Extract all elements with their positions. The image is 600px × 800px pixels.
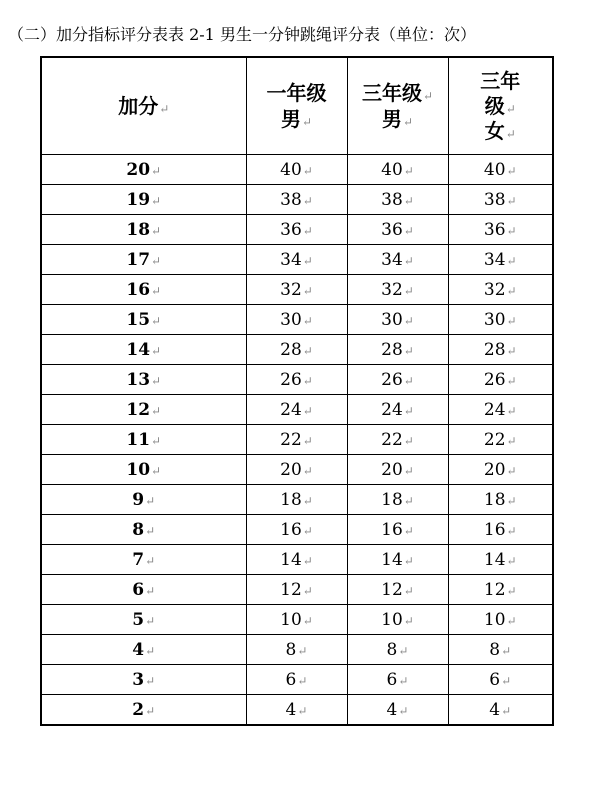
bonus-points-cell: [41, 515, 246, 545]
table-row: [41, 245, 553, 275]
return-mark: ↵: [151, 373, 162, 388]
table-row: [41, 185, 553, 215]
grade1-male-cell: [246, 335, 347, 365]
return-mark: ↵: [151, 223, 162, 238]
return-mark: ↵: [145, 613, 156, 628]
return-mark: ↵: [506, 193, 517, 208]
table-row: [41, 575, 553, 605]
cell-value: 4: [489, 699, 501, 720]
return-mark: ↵: [403, 343, 414, 358]
return-mark: ↵: [145, 673, 156, 688]
table-row: [41, 425, 553, 455]
grade3-female-cell: [448, 485, 553, 515]
return-mark: ↵: [302, 523, 313, 538]
cell-value: 12: [126, 399, 151, 420]
return-mark: ↵: [403, 313, 414, 328]
header-label: 加分: [118, 94, 159, 118]
bonus-points-cell: [41, 545, 246, 575]
cell-value: 6: [132, 579, 145, 600]
return-mark: ↵: [403, 283, 414, 298]
cell-value: 40: [483, 159, 506, 180]
grade1-male-cell: [246, 215, 347, 245]
header-grade1-male: [246, 57, 347, 155]
grade1-male-cell: [246, 275, 347, 305]
cell-value: 12: [280, 579, 302, 600]
grade3-female-cell: [448, 665, 553, 695]
return-mark: ↵: [145, 643, 156, 658]
return-mark: ↵: [403, 223, 414, 238]
cell-value: 24: [381, 399, 403, 420]
grade3-female-cell: [448, 245, 553, 275]
return-mark: ↵: [506, 313, 517, 328]
cell-value: 30: [381, 309, 403, 330]
cell-value: 38: [483, 189, 506, 210]
table-row: [41, 605, 553, 635]
cell-value: 10: [126, 459, 151, 480]
return-mark: ↵: [403, 403, 414, 418]
grade3-male-cell: [347, 215, 448, 245]
table-caption: （二）加分指标评分表表 2-1 男生一分钟跳绳评分表（单位：次）: [8, 25, 476, 44]
cell-value: 22: [381, 429, 403, 450]
return-mark: ↵: [302, 583, 313, 598]
return-mark: ↵: [403, 493, 414, 508]
cell-value: 11: [126, 429, 151, 450]
grade3-male-cell: [347, 575, 448, 605]
cell-value: 20: [483, 459, 506, 480]
bonus-points-cell: [41, 695, 246, 726]
cell-value: 14: [381, 549, 403, 570]
return-mark: ↵: [151, 163, 162, 178]
return-mark: ↵: [506, 493, 517, 508]
cell-value: 30: [483, 309, 506, 330]
grade3-male-cell: [347, 455, 448, 485]
return-mark: ↵: [505, 126, 516, 141]
cell-value: 10: [483, 609, 506, 630]
grade3-female-cell: [448, 515, 553, 545]
cell-value: 8: [489, 639, 501, 660]
header-label: [480, 69, 520, 143]
return-mark: ↵: [403, 463, 414, 478]
cell-value: 26: [381, 369, 403, 390]
return-mark: ↵: [297, 703, 308, 718]
grade3-male-cell: [347, 395, 448, 425]
table-row: [41, 455, 553, 485]
grade3-male-cell: [347, 155, 448, 185]
cell-value: 20: [381, 459, 403, 480]
return-mark: ↵: [302, 253, 313, 268]
return-mark: ↵: [151, 313, 162, 328]
bonus-points-cell: [41, 395, 246, 425]
return-mark: ↵: [145, 553, 156, 568]
grade3-male-cell: [347, 335, 448, 365]
cell-value: 14: [483, 549, 506, 570]
cell-value: 34: [381, 249, 403, 270]
grade3-male-cell: [347, 545, 448, 575]
return-mark: ↵: [403, 553, 414, 568]
grade3-female-cell: [448, 185, 553, 215]
cell-value: 14: [280, 549, 302, 570]
cell-value: 40: [381, 159, 403, 180]
grade3-female-cell: [448, 545, 553, 575]
header-label: [267, 81, 327, 131]
cell-value: 18: [126, 219, 151, 240]
cell-value: 17: [126, 249, 151, 270]
return-mark: ↵: [302, 223, 313, 238]
return-mark: ↵: [301, 115, 313, 129]
cell-value: 10: [280, 609, 302, 630]
return-mark: ↵: [302, 163, 313, 178]
grade3-female-cell: [448, 425, 553, 455]
cell-value: 7: [132, 549, 145, 570]
table-row: [41, 515, 553, 545]
return-mark: ↵: [302, 313, 313, 328]
grade3-male-cell: [347, 275, 448, 305]
grade3-male-cell: [347, 665, 448, 695]
return-mark: ↵: [398, 643, 409, 658]
grade3-male-cell: [347, 515, 448, 545]
cell-value: 28: [483, 339, 506, 360]
grade1-male-cell: [246, 485, 347, 515]
return-mark: ↵: [145, 523, 156, 538]
return-mark: ↵: [506, 223, 517, 238]
return-mark: ↵: [302, 373, 313, 388]
grade3-female-cell: [448, 575, 553, 605]
cell-value: 22: [483, 429, 506, 450]
grade3-male-cell: [347, 365, 448, 395]
return-mark: ↵: [151, 433, 162, 448]
header-line: 三年级: [361, 81, 422, 105]
grade1-male-cell: [246, 455, 347, 485]
return-mark: ↵: [403, 523, 414, 538]
cell-value: 24: [483, 399, 506, 420]
return-mark: ↵: [403, 613, 414, 628]
cell-value: 16: [381, 519, 403, 540]
cell-value: 32: [381, 279, 403, 300]
cell-value: 6: [386, 669, 398, 690]
return-mark: ↵: [506, 583, 517, 598]
grade1-male-cell: [246, 575, 347, 605]
grade1-male-cell: [246, 425, 347, 455]
bonus-points-cell: [41, 155, 246, 185]
return-mark: ↵: [506, 343, 517, 358]
cell-value: 6: [489, 669, 501, 690]
cell-value: 36: [483, 219, 506, 240]
cell-value: 30: [280, 309, 302, 330]
cell-value: 19: [126, 189, 151, 210]
return-mark: ↵: [506, 463, 517, 478]
return-mark: ↵: [145, 493, 156, 508]
grade3-male-cell: [347, 605, 448, 635]
cell-value: 16: [483, 519, 506, 540]
bonus-points-cell: [41, 245, 246, 275]
cell-value: 38: [381, 189, 403, 210]
table-row: [41, 395, 553, 425]
grade1-male-cell: [246, 185, 347, 215]
return-mark: ↵: [403, 373, 414, 388]
bonus-points-cell: [41, 575, 246, 605]
bonus-points-cell: [41, 665, 246, 695]
grade1-male-cell: [246, 365, 347, 395]
grade3-male-cell: [347, 485, 448, 515]
cell-value: 32: [483, 279, 506, 300]
grade1-male-cell: [246, 515, 347, 545]
grade3-male-cell: [347, 695, 448, 726]
return-mark: ↵: [302, 463, 313, 478]
return-mark: ↵: [302, 283, 313, 298]
bonus-points-cell: [41, 305, 246, 335]
cell-value: 18: [381, 489, 403, 510]
cell-value: 16: [126, 279, 151, 300]
cell-value: 36: [381, 219, 403, 240]
bonus-points-cell: [41, 455, 246, 485]
bonus-points-cell: [41, 275, 246, 305]
grade1-male-cell: [246, 245, 347, 275]
table-row: [41, 275, 553, 305]
grade3-male-cell: [347, 185, 448, 215]
cell-value: 15: [126, 309, 151, 330]
return-mark: ↵: [506, 373, 517, 388]
header-line: 女: [484, 118, 505, 143]
grade3-female-cell: [448, 605, 553, 635]
return-mark: ↵: [403, 583, 414, 598]
table-row: [41, 485, 553, 515]
grade3-male-cell: [347, 305, 448, 335]
table-row: [41, 365, 553, 395]
cell-value: 3: [132, 669, 145, 690]
cell-value: 16: [280, 519, 302, 540]
cell-value: 28: [381, 339, 403, 360]
cell-value: 9: [132, 489, 145, 510]
header-line: 级: [484, 93, 505, 118]
return-mark: ↵: [302, 193, 313, 208]
bonus-points-cell: [41, 365, 246, 395]
return-mark: ↵: [403, 163, 414, 178]
table-row: [41, 665, 553, 695]
grade3-male-cell: [347, 425, 448, 455]
cell-value: 8: [132, 519, 145, 540]
cell-value: 12: [381, 579, 403, 600]
bonus-points-cell: [41, 635, 246, 665]
return-mark: ↵: [151, 253, 162, 268]
header-label: [362, 81, 433, 131]
return-mark: ↵: [403, 433, 414, 448]
bonus-points-cell: [41, 185, 246, 215]
cell-value: 20: [280, 459, 302, 480]
jump-rope-score-table: [40, 56, 554, 726]
return-mark: ↵: [297, 673, 308, 688]
cell-value: 26: [483, 369, 506, 390]
return-mark: ↵: [302, 433, 313, 448]
return-mark: ↵: [506, 523, 517, 538]
grade3-female-cell: [448, 335, 553, 365]
return-mark: ↵: [297, 643, 308, 658]
grade1-male-cell: [246, 155, 347, 185]
return-mark: ↵: [302, 553, 313, 568]
return-mark: ↵: [501, 643, 512, 658]
return-mark: ↵: [506, 253, 517, 268]
grade3-female-cell: [448, 155, 553, 185]
cell-value: 5: [132, 609, 145, 630]
cell-value: 4: [386, 699, 398, 720]
return-mark: ↵: [506, 433, 517, 448]
cell-value: 13: [126, 369, 151, 390]
return-mark: ↵: [398, 703, 409, 718]
bonus-points-cell: [41, 605, 246, 635]
return-mark: ↵: [145, 583, 156, 598]
header-line: 一年级: [266, 81, 327, 105]
cell-value: 2: [132, 699, 145, 720]
return-mark: ↵: [302, 613, 313, 628]
table-row: [41, 635, 553, 665]
grade3-male-cell: [347, 635, 448, 665]
cell-value: 12: [483, 579, 506, 600]
cell-value: 8: [285, 639, 297, 660]
grade3-female-cell: [448, 365, 553, 395]
cell-value: 10: [381, 609, 403, 630]
grade3-female-cell: [448, 305, 553, 335]
return-mark: ↵: [501, 703, 512, 718]
return-mark: ↵: [302, 403, 313, 418]
grade1-male-cell: [246, 545, 347, 575]
table-row: [41, 335, 553, 365]
return-mark: ↵: [501, 673, 512, 688]
grade1-male-cell: [246, 665, 347, 695]
cell-value: 18: [483, 489, 506, 510]
return-mark: ↵: [151, 283, 162, 298]
cell-value: 4: [132, 639, 145, 660]
cell-value: 40: [280, 159, 302, 180]
grade1-male-cell: [246, 635, 347, 665]
grade1-male-cell: [246, 395, 347, 425]
grade3-female-cell: [448, 215, 553, 245]
return-mark: ↵: [302, 343, 313, 358]
return-mark: ↵: [302, 493, 313, 508]
return-mark: ↵: [506, 283, 517, 298]
return-mark: ↵: [402, 115, 414, 129]
grade1-male-cell: [246, 695, 347, 726]
header-bonus-points: [41, 57, 246, 155]
return-mark: ↵: [151, 463, 162, 478]
grade1-male-cell: [246, 305, 347, 335]
bonus-points-cell: [41, 215, 246, 245]
return-mark: ↵: [398, 673, 409, 688]
table-row: [41, 155, 553, 185]
return-mark: ↵: [506, 403, 517, 418]
cell-value: 18: [280, 489, 302, 510]
header-row: [41, 57, 553, 155]
cell-value: 28: [280, 339, 302, 360]
return-mark: ↵: [159, 102, 170, 116]
cell-value: 4: [285, 699, 297, 720]
bonus-points-cell: [41, 485, 246, 515]
return-mark: ↵: [151, 403, 162, 418]
return-mark: ↵: [506, 163, 517, 178]
bonus-points-cell: [41, 335, 246, 365]
bonus-points-cell: [41, 425, 246, 455]
header-line: 三年: [480, 68, 521, 93]
cell-value: 34: [280, 249, 302, 270]
grade3-male-cell: [347, 245, 448, 275]
table-row: [41, 215, 553, 245]
grade3-female-cell: [448, 395, 553, 425]
grade3-female-cell: [448, 275, 553, 305]
cell-value: 32: [280, 279, 302, 300]
return-mark: ↵: [506, 613, 517, 628]
return-mark: ↵: [403, 193, 414, 208]
return-mark: ↵: [151, 343, 162, 358]
return-mark: ↵: [145, 703, 156, 718]
table-row: [41, 305, 553, 335]
table-row: [41, 545, 553, 575]
table-row: [41, 695, 553, 726]
cell-value: 20: [126, 159, 151, 180]
return-mark: ↵: [506, 553, 517, 568]
return-mark: ↵: [403, 253, 414, 268]
cell-value: 24: [280, 399, 302, 420]
cell-value: 6: [285, 669, 297, 690]
cell-value: 26: [280, 369, 302, 390]
grade3-female-cell: [448, 695, 553, 726]
header-line: 男: [381, 107, 402, 131]
header-line: 男: [280, 107, 301, 131]
cell-value: 36: [280, 219, 302, 240]
grade1-male-cell: [246, 605, 347, 635]
cell-value: 22: [280, 429, 302, 450]
return-mark: ↵: [422, 89, 434, 103]
grade3-female-cell: [448, 635, 553, 665]
grade3-female-cell: [448, 455, 553, 485]
cell-value: 8: [386, 639, 398, 660]
cell-value: 34: [483, 249, 506, 270]
cell-value: 14: [126, 339, 151, 360]
header-grade3-female: [448, 57, 553, 155]
cell-value: 38: [280, 189, 302, 210]
table-body: [41, 155, 553, 726]
return-mark: ↵: [151, 193, 162, 208]
header-grade3-male: [347, 57, 448, 155]
return-mark: ↵: [505, 101, 516, 116]
